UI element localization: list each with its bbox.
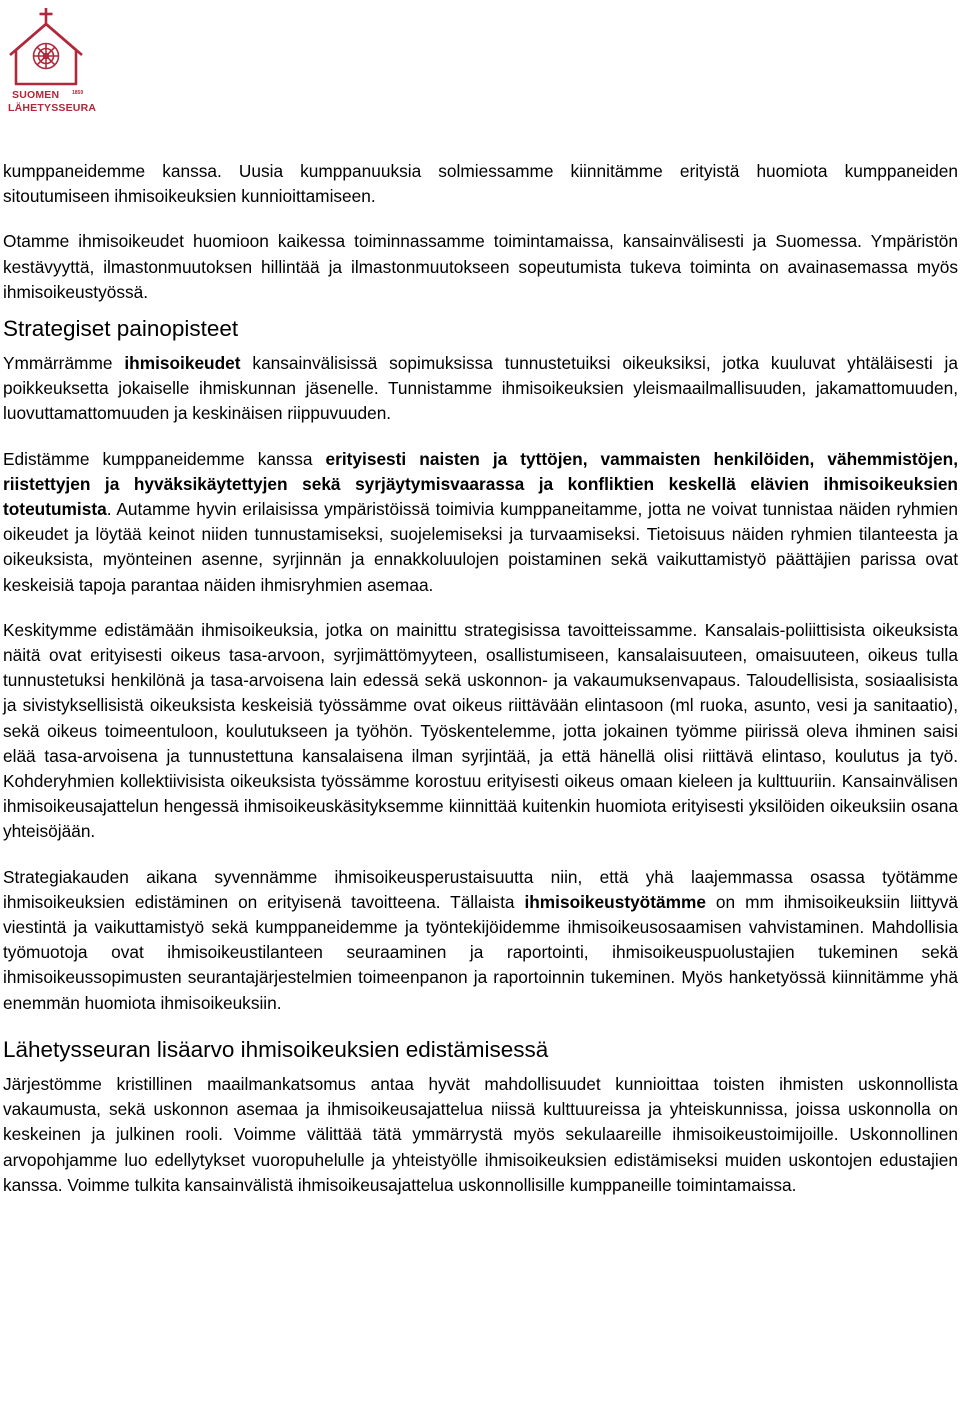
bold-text: ihmisoikeudet <box>124 353 241 374</box>
organization-logo <box>4 6 97 114</box>
paragraph-target-groups: Edistämme kumppaneidemme kanssa erityisesti naisten ja tyttöjen, vammaisten henkilöiden, vähemmistöjen, riistettyjen ja hyväksikäytettyjen sekä syrjäytymisvaarassa ja konfliktien keskellä elävien ihmisoikeuksien toteutumista. Autamme hyvin erilaisissa ympäristöissä toimivia kumppaneitamme, jotta ne voivat tunnistaa näiden ryhmien oikeudet ja löytää keinot niiden tunnustamiseksi, suojelemiseksi ja turvaamiseksi. Tietoisuus näiden ryhmien tilanteesta ja oikeuksista, myönteinen asenne, syrjinnän ja ennakkoluulojen poistaminen sekä vaikuttamistyö päättäjien parissa ovat keskeisiä tapoja parantaa näiden ihmisryhmien asemaa. <box>3 448 958 595</box>
logo-text-line1: SUOMEN <box>12 89 60 101</box>
section-heading-added-value: Lähetysseuran lisäarvo ihmisoikeuksien edistämisessä <box>3 1036 549 1062</box>
paragraph-strategy-period: Strategiakauden aikana syvennämme ihmisoikeusperustaisuutta niin, että yhä laajemmassa osassa työtämme ihmisoikeuksien edistäminen on erityisenä tavoitteena. Tällaista ihmisoikeustyötämme on mm ihmisoikeuksiin liittyvä viestintä ja vaikuttamistyö sekä kumppaneidemme ja työntekijöidemme ihmisoikeusosaamisen vahvistaminen. Mahdollisia työmuotoja ovat ihmisoikeustilanteen seuraaminen ja raportointi, ihmisoikeuspuolustajien tukeminen sekä ihmisoikeussopimusten seurantajärjestelmien toimeenpanon ja raportoinnin tukeminen. Myös hanketyössä kiinnitämme yhä enemmän huomiota ihmisoikeuksiin. <box>3 866 958 1013</box>
paragraph-human-rights-definition: Ymmärrämme ihmisoikeudet kansainvälisissä sopimuksissa tunnustetuiksi oikeuksiksi, jotka kuuluvat yhtäläisesti ja poikkeuksetta jokaiselle ihmiskunnan jäsenelle. Tunnistamme ihmisoikeuksien yleismaailmallisuuden, jakamattomuuden, luovuttamattomuuden ja keskinäisen riippuvuuden. <box>3 353 958 424</box>
church-icon <box>4 6 88 90</box>
section-heading-strategic-priorities: Strategiset painopisteet <box>3 316 239 342</box>
paragraph-intro-1: kumppaneidemme kanssa. Uusia kumppanuuksia solmiessamme kiinnitämme erityistä huomiota kumppaneiden sitoutumiseen ihmisoikeuksien kunnioittamiseen. <box>3 161 958 207</box>
document-body <box>3 159 958 1198</box>
paragraph-intro-2: Otamme ihmisoikeudet huomioon kaikessa toiminnassamme toimintamaissa, kansainvälisesti ja Suomessa. Ympäristön kestävyyttä, ilmastonmuutoksen hillintää ja ilmastonmuutokseen sopeutumista tukeva toiminta on avainasemassa myös ihmisoikeustyössä. <box>3 231 958 302</box>
bold-text: erityisesti naisten ja tyttöjen, vammaisten henkilöiden, vähemmistöjen, riistettyjen ja hyväksikäytettyjen sekä syrjäytymisvaarassa ja konfliktien keskellä elävien ihmisoikeuksien toteutumista <box>3 448 958 520</box>
logo-text-line2: LÄHETYSSEURA <box>8 102 97 114</box>
logo-year: 1859 <box>72 90 84 96</box>
paragraph-focus-rights: Keskitymme edistämään ihmisoikeuksia, jotka on mainittu strategisissa tavoitteissamme. Kansalais-poliittisista oikeuksista näitä ovat erityisesti oikeus tasa-arvoon, syrjimättömyyteen, osallistumiseen, kansalaisuuteen, omaisuuteen, oikeus tulla tunnustetuksi henkilönä ja tasa-arvoisena lain edessä sekä uskonnon- ja vakaumuksenvapaus. Taloudellisista, sosiaalisista ja sivistyksellisistä oikeuksista keskeisiä työssämme ovat oikeus riittävään elintasoon (ml ruoka, asunto, vesi ja sanitaatio), sekä oikeus toimeentuloon, koulutukseen ja työhön. Työskentelemme, jotta jokainen työmme piirissä oleva ihminen saisi elää tasa-arvoisena ja tunnustettuna kansalaisena ilman syrjintää, ja että hänellä olisi riittävä elintaso, koulutus ja työ. Kohderyhmien kollektiivisista oikeuksista työssämme korostuu erityisesti oikeus omaan kieleen ja kulttuuriin. Kansainvälisen ihmisoikeusajattelun hengessä ihmisoikeuskäsityksemme kiinnittää kuitenkin huomiota erityisesti yksilöiden oikeuksiin osana yhteisöjään. <box>3 619 958 842</box>
paragraph-added-value: Järjestömme kristillinen maailmankatsomus antaa hyvät mahdollisuudet kunnioittaa toisten ihmisten uskonnollista vakaumusta, sekä uskonnon asemaa ja ihmisoikeusajattelua niissä kulttuureissa ja yhteiskunnissa, joissa uskonnolla on keskeinen ja julkinen rooli. Voimme välittää tätä ymmärrystä myös sekulaareille ihmisoikeustoimijoille. Uskonnollinen arvopohjamme luo edellytykset vuoropuhelulle ja yhteistyölle ihmisoikeuksien edistämiseksi muiden uskontojen edustajien kanssa. Voimme tulkita kansainvälistä ihmisoikeusajattelua uskonnollisille kumppaneille toimintamaissa. <box>3 1073 958 1195</box>
bold-text: ihmisoikeustyötämme <box>524 891 706 912</box>
